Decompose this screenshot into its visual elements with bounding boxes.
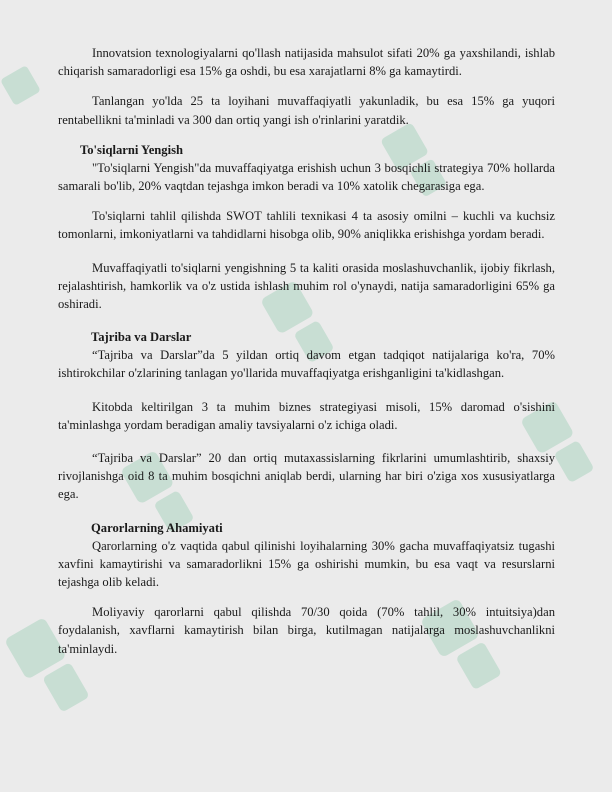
- paragraph: Moliyaviy qarorlarni qabul qilishda 70/30 qoida (70% tahlil, 30% intuitsiya)dan foydalanish, xavflarni kamaytirish bilan birga, kutilmagan natijalarga moslashuvchanlikni ta'minlaydi.: [58, 605, 555, 656]
- paragraph: “Tajriba va Darslar” 20 dan ortiq mutaxassislarning fikrlarini umumlashtirib, shaxsiy rivojlanishga oid 8 ta muhim bosqichni aniqlab berdi, ularning har biri o'ziga xos xususiyatlarga ega.: [58, 451, 555, 502]
- paragraph: To'siqlarni tahlil qilishda SWOT tahlili texnikasi 4 ta asosiy omilni – kuchli va kuchsiz tomonlarni, imkoniyatlarni va tahdidlarni hisobga olib, 90% aniqlikka erishishga yordam beradi.: [58, 209, 555, 242]
- paragraph: "To'siqlarni Yengish"da muvaffaqiyatga erishish uchun 3 bosqichli strategiya 70% hollarda samarali bo'lib, 20% vaqtdan tejashga imkon beradi va 10% xatolik chegarasiga ega.: [58, 160, 555, 194]
- paragraph: Tanlangan yo'lda 25 ta loyihani muvaffaqiyatli yakunladik, bu esa 15% ga yuqori rentabellikni ta'minladi va 300 dan ortiq yangi ish o'rinlarini yaratdik.: [58, 94, 555, 127]
- paragraph: Innovatsion texnologiyalarni qo'llash natijasida mahsulot sifati 20% ga yaxshilandi, ishlab chiqarish samaradorligi esa 15% ga oshdi, bu esa xarajatlarni 8% ga kamaytirdi.: [58, 46, 555, 79]
- document-body: [58, 44, 555, 658]
- paragraph: Kitobda keltirilgan 3 ta muhim biznes strategiyasi misoli, 15% daromad o'sishini ta'minlashga yordam beradigan amaliy tavsiyalarni o'z ichiga oladi.: [58, 399, 555, 432]
- section-heading: Tajriba va Darslar: [91, 330, 192, 345]
- section-heading: Qarorlarning Ahamiyati: [91, 520, 223, 535]
- paragraph: “Tajriba va Darslar”da 5 yildan ortiq davom etgan tadqiqot natijalariga ko'ra, 70% ishtirokchilar o'zlarining tanlagan yo'llarida muvaffaqiyatga erishganligini ta'kidlashgan.: [58, 348, 555, 381]
- section-heading: To'siqlarni Yengish: [80, 142, 184, 157]
- paragraph: Muvaffaqiyatli to'siqlarni yengishning 5 ta kaliti orasida moslashuvchanlik, ijobiy fikrlash, rejalashtirish, hamkorlik va o'z ustida ishlash muhim rol o'ynaydi, natija samaradorligini 65% ga oshiradi.: [58, 260, 555, 312]
- paragraph: Qarorlarning o'z vaqtida qabul qilinishi loyihalarning 30% gacha muvaffaqiyatsiz tugashi xavfini kamaytirishi va samaradorlikni 15% ga oshirishi mumkin, bu esa vaqt va resurslarni tejashga olib keladi.: [58, 538, 555, 590]
